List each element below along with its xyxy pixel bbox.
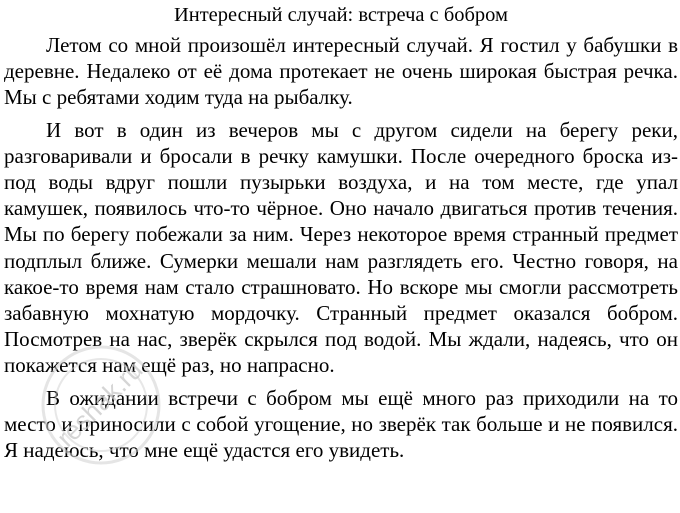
svg-text:reshak.ru: reshak.ru (50, 354, 149, 453)
paragraph-3: В ожидании встречи с бобром мы ещё много раз приходили на то место и приносили с собой угощение, но зверёк так больше и не появился. Я надеюсь, что мне ещё удастся его увидеть. (4, 385, 678, 463)
paragraph-1: Летом со мной произошёл интересный случай. Я гостил у бабушки в деревне. Недалеко от её дома протекает не очень широкая быстрая речка. Мы с ребятами ходим туда на рыбалку. (4, 33, 678, 110)
document-title: Интересный случай: встреча с бобром (173, 4, 509, 26)
paragraph-2: И вот в один из вечеров мы с другом сидели на берегу реки, разговаривали и бросали в речку камушки. После очередного броска из-под воды вдруг пошли пузырьки воздуха, и на том месте, где упал камушек, появилось что-то чёрное. Оно начало двигаться против течения. Мы по берегу побежали за ним. Через некоторое время странный предмет подплыл ближе. Сумерки мешали нам разглядеть его. Честно говоря, на какое-то время нам стало страшновато. Но вскоре мы смогли рассмотреть забавную мохнатую мордочку. Странный предмет оказался бобром. Посмотрев на нас, зверёк скрылся под водой. Мы ждали, надеясь, что он покажется нам ещё раз, но напрасно. (4, 117, 678, 378)
